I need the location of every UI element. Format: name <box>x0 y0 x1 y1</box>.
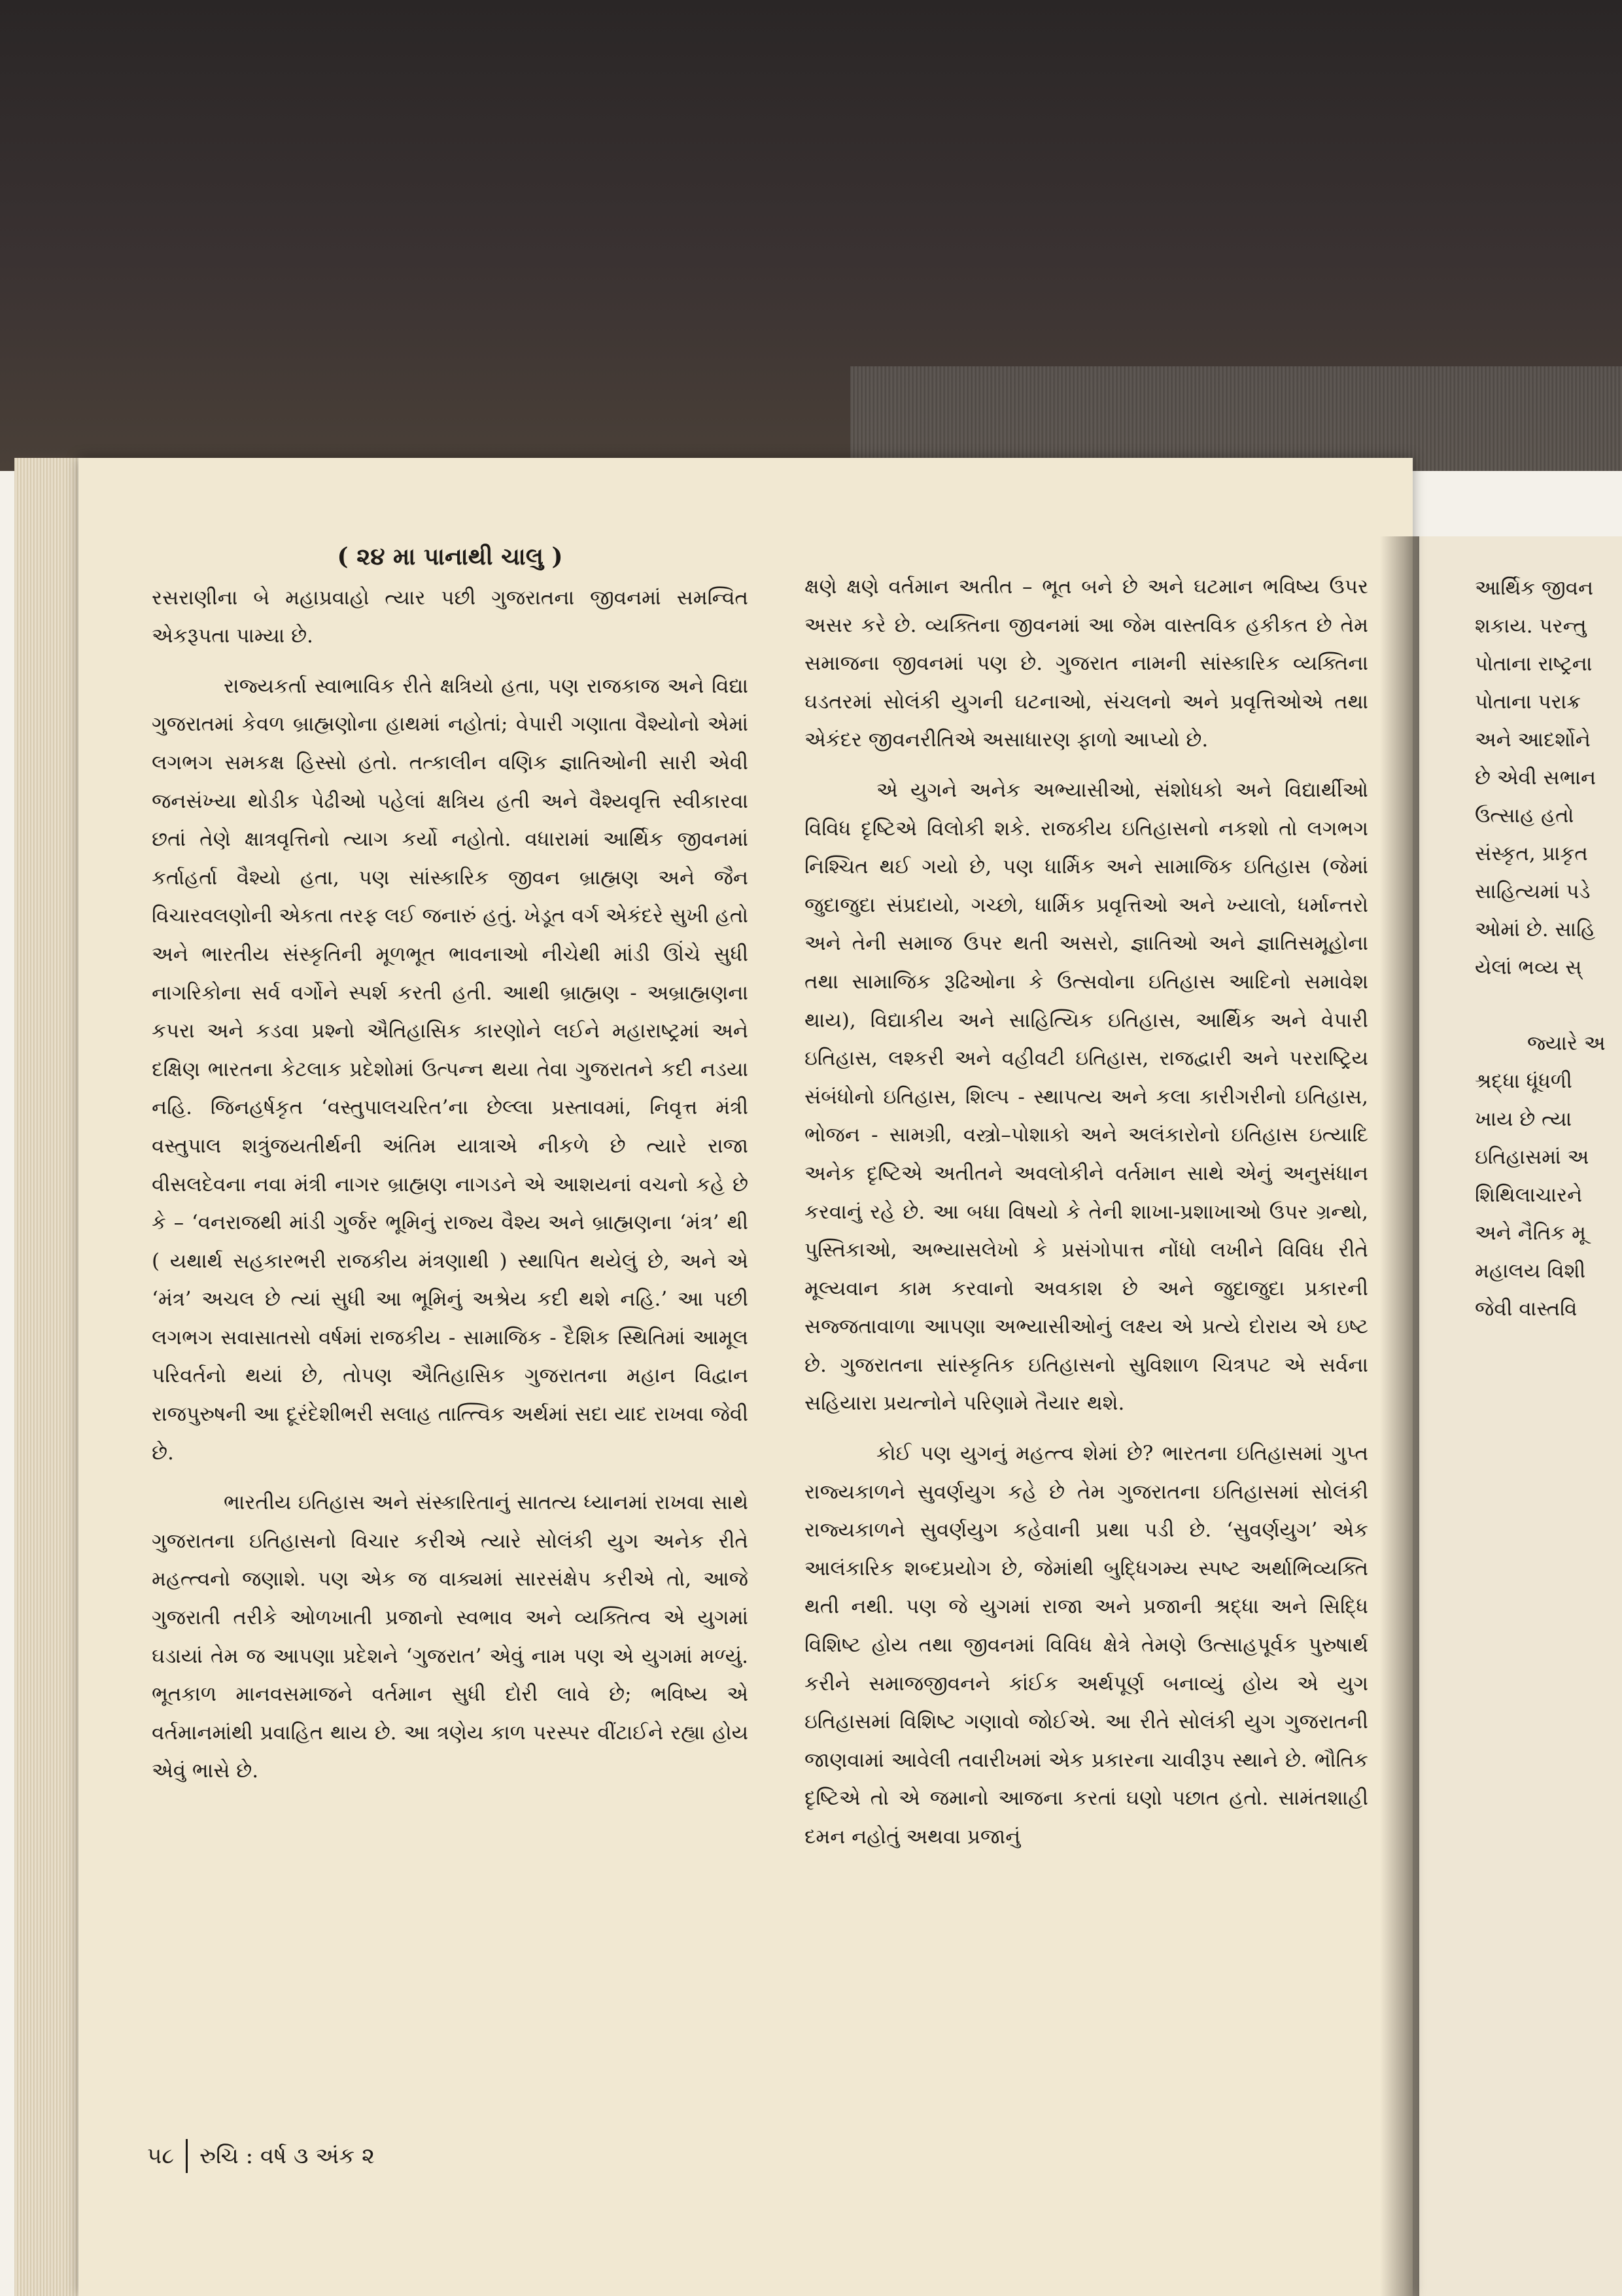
line-fragment: પોતાના રાષ્ટ્રના <box>1475 652 1593 676</box>
left-column <box>152 538 748 1790</box>
line-fragment: સંસ્કૃત, પ્રાકૃત <box>1475 842 1588 865</box>
line-fragment: અને નૈતિક મૂ <box>1475 1221 1586 1245</box>
line-fragment: શકાય. પરન્તુ <box>1475 614 1587 638</box>
line-fragment: અને આદર્શોને <box>1475 728 1591 752</box>
line-fragment: શિથિલાચારને <box>1475 1183 1583 1207</box>
paragraph: એ યુગને અનેક અભ્યાસીઓ, સંશોધકો અને વિદ્યાર્થીઓ વિવિધ દૃષ્ટિએ વિલોકી શકે. રાજકીય ઇતિહાસનો નકશો તો લગભગ નિશ્ચિત થઈ ગયો છે, પણ ધાર્મિક અને સામાજિક ઇતિહાસ (જેમાં જુદાજુદા સંપ્રદાયો, ગચ્છો, ધાર્મિક પ્રવૃત્તિઓ અને ખ્યાલો, ધર્માન્તરો અને તેની સમાજ ઉપર થતી અસરો, જ્ઞાતિઓ અને જ્ઞાતિસમૂહોના તથા સામાજિક રૂઢિઓના કે ઉત્સવોના ઇતિહાસ આદિનો સમાવેશ થાય), વિદ્યાકીય અને સાહિત્યિક ઇતિહાસ, આર્થિક અને વેપારી ઇતિહાસ, લશ્કરી અને વહીવટી ઇતિહાસ, રાજદ્વારી અને પરરાષ્ટ્રિય સંબંધોનો ઇતિહાસ, શિલ્પ - સ્થાપત્ય અને કલા કારીગરીનો ઇતિહાસ, ભોજન - સામગ્રી, વસ્ત્રો–પોશાકો અને અલંકારોનો ઇતિહાસ ઇત્યાદિ અનેક દૃષ્ટિએ અતીતને અવલોકીને વર્તમાન સાથે એનું અનુસંધાન કરવાનું રહે છે. આ બધા વિષયો કે તેની શાખા-પ્રશાખાઓ ઉપર ગ્રન્થો, પુસ્તિકાઓ, અભ્યાસલેખો કે પ્રસંગોપાત્ત નોંધો લખીને વિવિધ રીતે મૂલ્યવાન કામ કરવાનો અવકાશ છે અને જુદાજુદા પ્રકારની સજ્જતાવાળા આપણા અભ્યાસીઓનું લક્ષ્ય એ પ્રત્યે દોરાય એ ઇષ્ટ છે. ગુજરાતના સાંસ્કૃતિક ઇતિહાસનો સુવિશાળ ચિત્રપટ એ સર્વના સહિયારા પ્રયત્નોને પરિણામે તૈયાર થશે. <box>804 778 1368 1416</box>
paragraph: ક્ષણે ક્ષણે વર્તમાન અતીત – ભૂત બને છે અને ઘટમાન ભવિષ્ય ઉપર અસર કરે છે. વ્યક્તિના જીવનમાં આ જેમ વાસ્તવિક હકીકત છે તેમ સમાજના જીવનમાં પણ છે. ગુજરાત નામની સાંસ્કારિક વ્યક્તિના ઘડતરમાં સોલંકી યુગની ઘટનાઓ, સંચલનો અને પ્રવૃત્તિઓએ તથા એકંદર જીવનરીતિએ અસાધારણ ફાળો આપ્યો છે. <box>804 575 1368 752</box>
paragraph: ભારતીય ઇતિહાસ અને સંસ્કારિતાનું સાતત્ય ધ્યાનમાં રાખવા સાથે ગુજરાતના ઇતિહાસનો વિચાર કરીએ ત્યારે સોલંકી યુગ અનેક રીતે મહત્ત્વનો જણાશે. પણ એક જ વાક્યમાં સારસંક્ષેપ કરીએ તો, આજે ગુજરાતી તરીકે ઓળખાતી પ્રજાનો સ્વભાવ અને વ્યક્તિત્વ એ યુગમાં ઘડાયાં તેમ જ આપણા પ્રદેશને ‘ગુજરાત’ એવું નામ પણ એ યુગમાં મળ્યું. ભૂતકાળ માનવસમાજને વર્તમાન સુધી દોરી લાવે છે; ભવિષ્ય એ વર્તમાનમાંથી પ્રવાહિત થાય છે. આ ત્રણેય કાળ પરસ્પર વીંટાઈને રહ્યા હોય એવું ભાસે છે. <box>152 1491 748 1783</box>
page-footer <box>147 2139 375 2173</box>
line-fragment: શ્રદ્ધા ધૂંધળી <box>1475 1070 1572 1093</box>
line-fragment: આર્થિક જીવન <box>1475 576 1594 600</box>
line-fragment: ઓમાં છે. સાહિ <box>1475 918 1596 941</box>
line-fragment: જેવી વાસ્તવિ <box>1475 1297 1578 1321</box>
line-fragment: પોતાના પરાક્ર <box>1475 690 1581 714</box>
paragraph: કોઈ પણ યુગનું મહત્ત્વ શેમાં છે? ભારતના ઇતિહાસમાં ગુપ્ત રાજ્યકાળને સુવર્ણયુગ કહે છે તેમ ગુજરાતના ઇતિહાસમાં સોલંકી રાજ્યકાળને સુવર્ણયુગ કહેવાની પ્રથા પડી છે. ‘સુવર્ણયુગ’ એક આલંકારિક શબ્દપ્રયોગ છે, જેમાંથી બુદ્ધિગમ્ય સ્પષ્ટ અર્થાભિવ્યક્તિ થતી નથી. પણ જે યુગમાં રાજા અને પ્રજાની શ્રદ્ધા અને સિદ્ધિ વિશિષ્ટ હોય તથા જીવનમાં વિવિધ ક્ષેત્રે તેમણે ઉત્સાહપૂર્વક પુરુષાર્થ કરીને સમાજજીવનને કાંઈક અર્થપૂર્ણ બનાવ્યું હોય એ યુગ ઇતિહાસમાં વિશિષ્ટ ગણાવો જોઈએ. આ રીતે સોલંકી યુગ ગુજરાતની જાણવામાં આવેલી તવારીખમાં એક પ્રકારના ચાવીરૂપ સ્થાને છે. ભૌતિક દૃષ્ટિએ તો એ જમાનો આજના કરતાં ઘણો પછાત હતો. સામંતશાહી દમન નહોતું અથવા પ્રજાનું <box>804 1442 1368 1849</box>
line-fragment: સાહિત્યમાં પડે <box>1475 880 1591 903</box>
line-fragment: યેલાં ભવ્ય સ્ <box>1475 956 1582 979</box>
line-fragment: મહાલય વિશી <box>1475 1259 1586 1283</box>
line-fragment: ખાય છે ત્યા <box>1475 1107 1572 1131</box>
background-striped-fabric <box>850 366 1622 471</box>
line-fragment: જ્યારે અ <box>1527 1032 1606 1055</box>
book-gutter <box>1380 536 1419 2296</box>
next-page-text <box>1475 569 1622 1328</box>
right-column <box>804 568 1368 1856</box>
line-fragment: ઉત્સાહ હતો <box>1475 804 1574 827</box>
journal-title: રુચિ : વર્ષ ૩ અંક ૨ <box>199 2143 375 2169</box>
paragraph: રાજ્યકર્તા સ્વાભાવિક રીતે ક્ષત્રિયો હતા, પણ રાજકાજ અને વિદ્યા ગુજરાતમાં કેવળ બ્રાહ્મણોના હાથમાં નહોતાં; વેપારી ગણાતા વૈશ્યોનો એમાં લગભગ સમકક્ષ હિસ્સો હતો. તત્કાલીન વણિક જ્ઞાતિઓની સારી એવી જનસંખ્યા થોડીક પેઢીઓ પહેલાં ક્ષત્રિય હતી અને વૈશ્યવૃત્તિ સ્વીકારવા છતાં તેણે ક્ષાત્રવૃત્તિનો ત્યાગ કર્યો નહોતો. વધારામાં આર્થિક જીવનમાં કર્તાહર્તા વૈશ્યો હતા, પણ સાંસ્કારિક જીવન બ્રાહ્મણ અને જૈન વિચારવલણોની એકતા તરફ લઈ જનારું હતું. ખેડૂત વર્ગ એકંદરે સુખી હતો અને ભારતીય સંસ્કૃતિની મૂળભૂત ભાવનાઓ નીચેથી માંડી ઊંચે સુધી નાગરિકોના સર્વ વર્ગોને સ્પર્શ કરતી હતી. આથી બ્રાહ્મણ - અબ્રાહ્મણના કપરા અને કડવા પ્રશ્નો ઐતિહાસિક કારણોને લઈને મહારાષ્ટ્રમાં અને દક્ષિણ ભારતના કેટલાક પ્રદેશોમાં ઉત્પન્ન થયા તેવા ગુજરાતને કદી નડયા નહિ. જિનહર્ષકૃત ‘વસ્તુપાલચરિત’ના છેલ્લા પ્રસ્તાવમાં, નિવૃત્ત મંત્રી વસ્તુપાલ શત્રુંજયતીર્થની અંતિમ યાત્રાએ નીકળે છે ત્યારે રાજા વીસલદેવના નવા મંત્રી નાગર બ્રાહ્મણ નાગડને એ આશયનાં વચનો કહે છે કે – ‘વનરાજથી માંડી ગુર્જર ભૂમિનું રાજ્ય વૈશ્ય અને બ્રાહ્મણના ‘મંત્ર’ થી ( યથાર્થ સહકારભરી રાજકીય મંત્રણાથી ) સ્થાપિત થયેલું છે, અને એ ‘મંત્ર’ અચલ છે ત્યાં સુધી આ ભૂમિનું અશ્રેય કદી થશે નહિ.’ આ પછી લગભગ સવાસાતસો વર્ષમાં રાજકીય - સામાજિક - દૈશિક સ્થિતિમાં આમૂલ પરિવર્તનો થયાં છે, તોપણ ઐતિહાસિક ગુજરાતના મહાન વિદ્વાન રાજપુરુષની આ દૂરંદેશીભરી સલાહ તાત્ત્વિક અર્થમાં સદા યાદ રાખવા જેવી છે. <box>152 674 748 1465</box>
footer-divider <box>186 2139 188 2173</box>
line-fragment: છે એવી સભાન <box>1475 766 1596 790</box>
continuation-heading: ( ૨૪ મા પાનાથી ચાલુ ) <box>337 543 563 570</box>
page-number: ૫૮ <box>147 2143 175 2169</box>
line-fragment: ઇતિહાસમાં અ <box>1475 1145 1589 1169</box>
line-fragment <box>1475 986 1622 1024</box>
paragraph: રસરાણીના બે મહાપ્રવાહો ત્યાર પછી ગુજરાતના જીવનમાં સમન્વિત એકરૂપતા પામ્યા છે. <box>152 585 748 648</box>
